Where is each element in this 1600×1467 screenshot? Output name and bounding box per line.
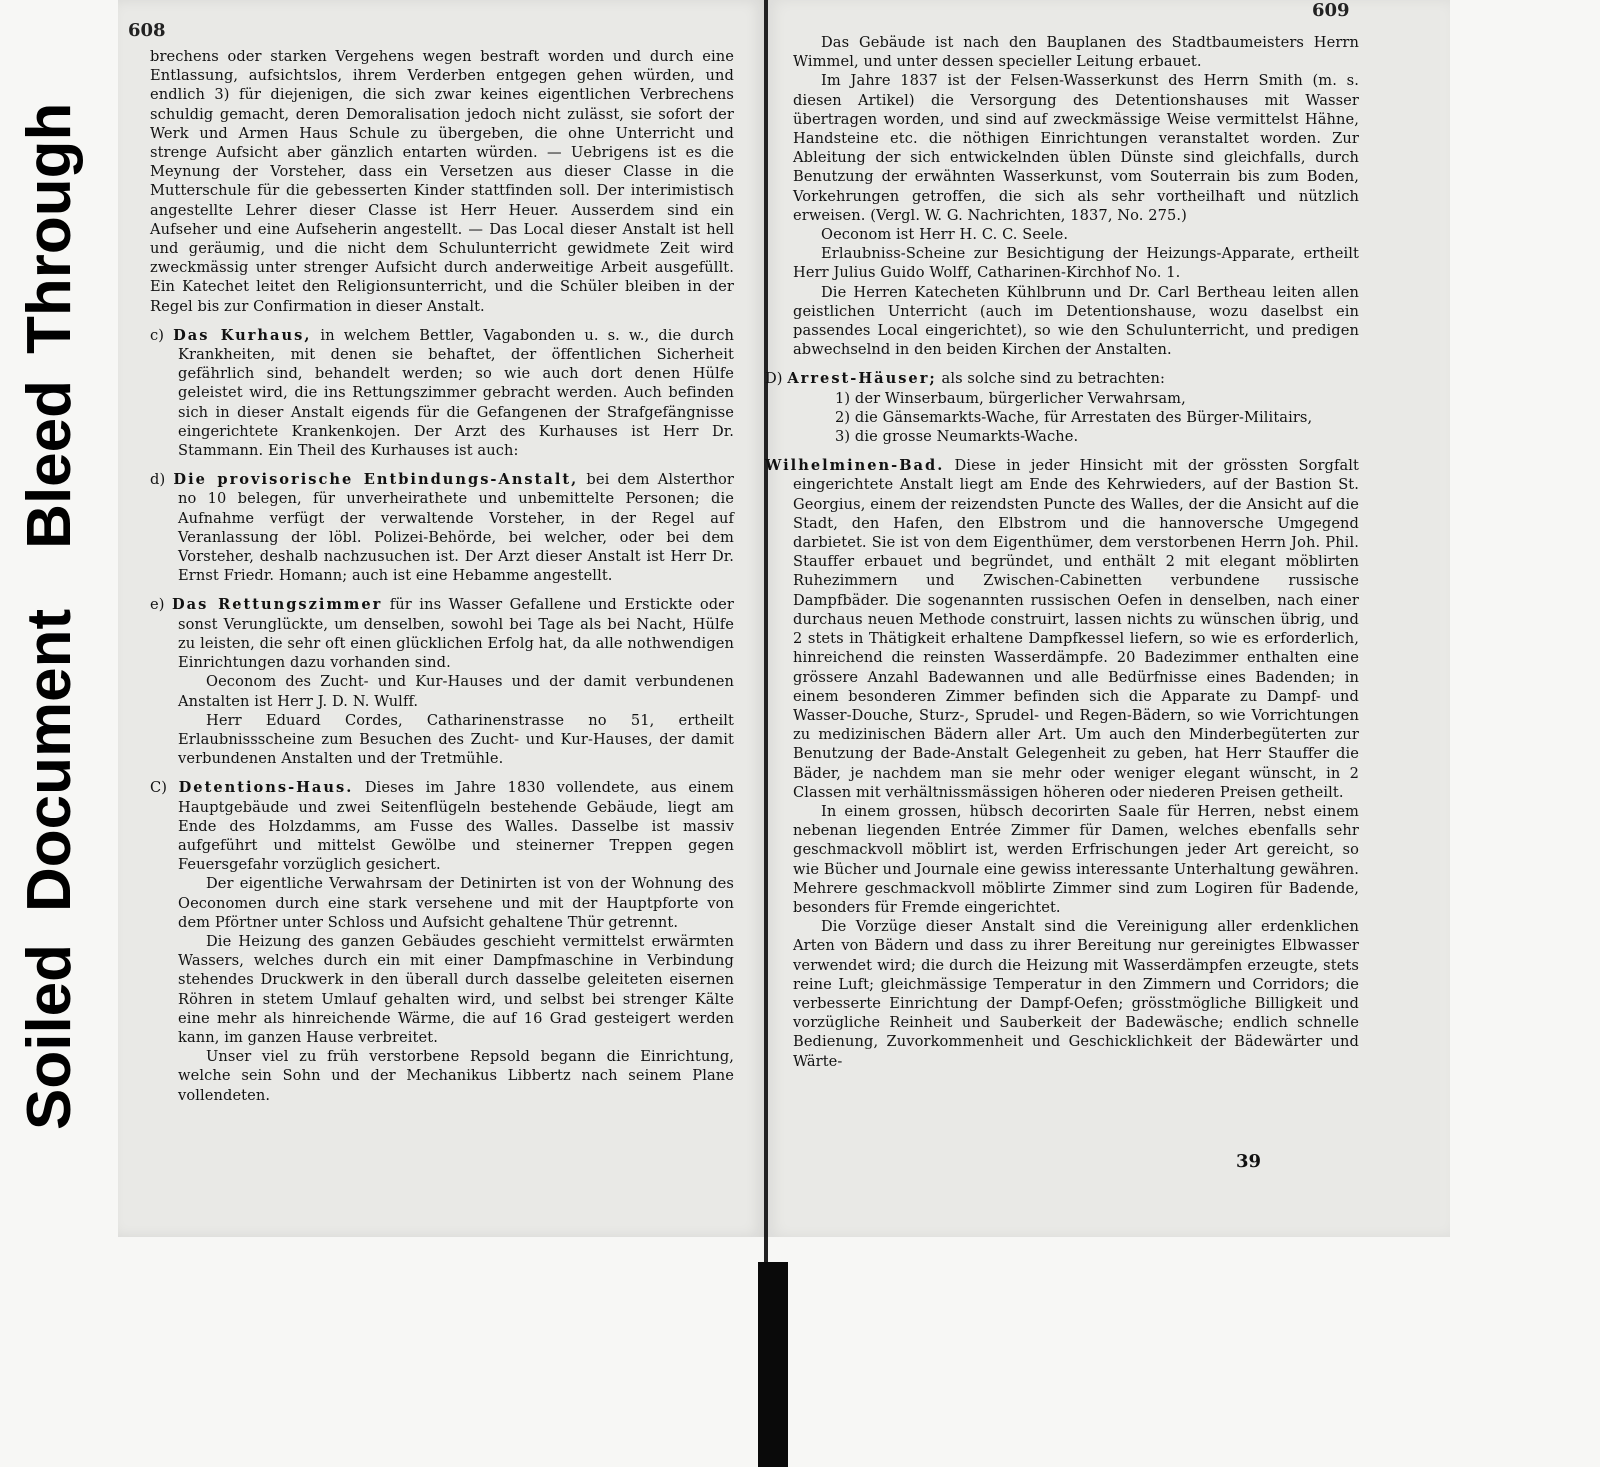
paragraph-felsen-wasserkunst: Im Jahre 1837 ist der Felsen-Wasserkunst des Herrn Smith (m. s. diesen Artikel) die Versorgung des Detentionshauses mit Wasser übertragen worden, und sind auf zweckmässige Weise vermittelst Hähne, Handsteine etc. die nöthigen Einrichtungen veranstaltet worden. Zur Ableitung der sich entwickelnden üblen Dünste sind gleichfalls, durch Benutzung der erwähnten Wasserkunst, vom Souterrain bis zum Boden, Vorkehrungen getroffen, die sich als sehr vortheilhaft und nützlich erweisen. (Vergl. W. G. Nachrichten, 1837, No. 275.): [793, 72, 1359, 224]
paragraph-oeconom-zuchthaus: Oeconom des Zucht- und Kur-Hauses und der damit verbundenen Anstalten ist Herr J. D. N. Wulff.: [178, 673, 734, 710]
entry-label: c): [150, 326, 165, 344]
paragraph-heizung: Die Heizung des ganzen Gebäudes geschieht vermittelst erwärmten Wassers, welches durch ein mit einer Dampfmaschine in Verbindung stehendes Druckwerk in den überall durch dasselbe geleiteten eisernen Röhren in stetem Umlauf gehalten wird, und selbst bei strenger Kälte eine mehr als hinreichende Wärme, die auf 16 Grad gesteigert werden kann, im ganzen Hause verbreitet.: [178, 932, 734, 1046]
stamp-word-3: Bleed: [15, 379, 84, 549]
gutter-shadow: [758, 1262, 788, 1467]
paragraph-vorzuege: Die Vorzüge dieser Anstalt sind die Vereinigung aller erdenklichen Arten von Bädern und dass zu ihrer Bereitung nur gereinigtes Elbwasser verwendet wird; die durch die Heizung mit Wasserdämpfen erzeugte, stets reine Luft; gleichmässige Temperatur in den Zimmern und Corridors; die verbesserte Einrichtung der Dampf-Oefen; grösstmögliche Billigkeit und vorzügliche Reinheit und Sauberkeit der Badewäsche; endlich schnelle Bedienung, Zuvorkommenheit und Geschicklichkeit der Bädewärter und Wärte-: [793, 918, 1359, 1070]
entry-label: d): [150, 471, 166, 489]
left-text-column: [150, 47, 734, 1105]
intro-paragraph: brechens oder starken Vergehens wegen bestraft worden und durch eine Entlassung, aufsichtslos, ihrem Verderben entgegen gehen würden, und endlich 3) für diejenigen, die sich zwar keines eigentlichen Verbrechens schuldig gemacht, deren Demoralisation jedoch nicht zulässt, sie sofort der Werk und Armen Haus Schule zu übergeben, die ohne Unterricht und strenge Aufsicht aber gänzlich entarten würden. — Uebrigens ist es die Meynung der Vorsteher, dass ein Versetzen aus dieser Classe in die Mutterschule für die gebesserten Kinder stattfinden soll. Der interimistisch angestellte Lehrer dieser Classe ist Herr Heuer. Ausserdem sind ein Aufseher und eine Aufseherin angestellt. — Das Local dieser Anstalt ist hell und geräumig, und die nicht dem Schulunterricht gewidmete Zeit wird zweckmässig unter strenger Aufsicht durch anderweitige Arbeit ausgefüllt. Ein Katechet leitet den Religionsunterricht, und die Schüler bleiben in der Regel bis zur Confirmation in dieser Anstalt.: [150, 48, 734, 315]
paragraph-verwahrsam: Der eigentliche Verwahrsam der Detinirten ist von der Wohnung des Oeconomen durch eine stark versehene und mit der Hauptpforte von dem Pförtner unter Schloss und Aufsicht gehaltene Thür getrennt.: [178, 875, 734, 931]
entry-title: Wilhelminen-Bad.: [765, 457, 945, 475]
entry-title: Arrest-Häuser;: [787, 370, 937, 388]
left-page-number: 608: [128, 20, 166, 41]
list-item: 2) die Gänsemarkts-Wache, für Arrestaten des Bürger-Militairs,: [835, 408, 1313, 426]
entry-text: als solche sind zu betrachten:: [936, 370, 1165, 388]
entry-d-entbindungs-anstalt: [150, 470, 734, 585]
list-item: 1) der Winserbaum, bürgerlicher Verwahrsam,: [835, 389, 1186, 407]
entry-title: Detentions-Haus.: [178, 779, 354, 797]
entry-text: bei dem Alsterthor no 10 belegen, für unverheirathete und unbemittelte Personen; die Aufnahme verfügt der verwaltende Vorsteher, in der Regel auf Veranlassung der löbl. Polizei-Behörde, bei welcher, oder bei dem Vorsteher, deshalb nachzusuchen ist. Der Arzt dieser Anstalt ist Herr Dr. Ernst Friedr. Homann; auch ist eine Hebamme angestellt.: [178, 471, 734, 585]
entry-label: D): [765, 370, 783, 388]
paragraph-katecheten: Die Herren Katecheten Kühlbrunn und Dr. Carl Bertheau leiten allen geistlichen Unterricht (auch im Detentionshause, wozu daselbst ein passendes Local eingerichtet), so wie den Schulunterricht, und predigen abwechselnd in den beiden Kirchen der Anstalten.: [793, 283, 1359, 359]
stamp-word-1: Soiled: [15, 943, 84, 1130]
entry-title: Die provisorische Entbindungs-Anstalt,: [173, 471, 579, 489]
soiled-document-bleed-through-stamp: [2, 10, 98, 1130]
entry-text: in welchem Bettler, Vagabonden u. s. w., die durch Krankheiten, mit denen sie behaftet, der öffentlichen Sicherheit gefährlich sind, behandelt werden; so wie auch dort denen Hülfe geleistet wird, die ins Rettungszimmer gebracht werden. Auch befinden sich in dieser Anstalt eigends für die Gefangenen der Strafgefängnisse eingerichtete Krankenkojen. Der Arzt des Kurhauses ist Herr Dr. Stammann. Ein Theil des Kurhauses ist auch:: [178, 326, 735, 460]
entry-wilhelminen-bad: [765, 456, 1359, 802]
right-page-number: 609: [1312, 0, 1350, 21]
list-item: 3) die grosse Neumarkts-Wache.: [835, 428, 1079, 446]
paragraph-saale: In einem grossen, hübsch decorirten Saale für Herren, nebst einem nebenan liegenden Entrée Zimmer für Damen, welches ebenfalls sehr geschmackvoll möblirt ist, werden Erfrischungen jeder Art gereicht, so wie Bücher und Journale eine gewiss interessante Unterhaltung gewähren. Mehrere geschmackvoll möblirte Zimmer sind zum Logiren für Badende, besonders für Fremde eingerichtet.: [793, 802, 1359, 916]
entry-title: Das Kurhaus,: [173, 326, 312, 344]
entry-D-arrest-haeuser: [765, 369, 1359, 388]
signature-mark: 39: [1236, 1151, 1262, 1172]
entry-c-kurhaus: [150, 326, 734, 460]
entry-text: Dieses im Jahre 1830 vollendete, aus einem Hauptgebäude und zwei Seitenflügeln bestehende Gebäude, liegt am Ende des Holzdamms, am Fusse des Walles. Dasselbe ist massiv aufgeführt und mittelst Gewölbe und steinerner Treppen gegen Feuersgefahr vorzüglich gesichert.: [178, 779, 734, 874]
entry-C-detentions-haus: [150, 778, 734, 874]
stamp-word-2: Document: [15, 608, 84, 912]
paragraph-erlaubnissscheine: Herr Eduard Cordes, Catharinenstrasse no 51, ertheilt Erlaubnissscheine zum Besuchen des Zucht- und Kur-Hauses, der damit verbundenen Anstalten und der Tretmühle.: [178, 711, 734, 768]
entry-e-rettungszimmer: [150, 595, 734, 672]
right-text-column: [765, 33, 1359, 1071]
paragraph-oeconom-seele: Oeconom ist Herr H. C. C. Seele.: [821, 226, 1069, 244]
paragraph-heizungs-apparate: Erlaubniss-Scheine zur Besichtigung der Heizungs-Apparate, ertheilt Herr Julius Guido Wolff, Catharinen-Kirchhof No. 1.: [793, 245, 1359, 282]
paragraph-bauplanen: Das Gebäude ist nach den Bauplanen des Stadtbaumeisters Herrn Wimmel, und unter dessen specieller Leitung erbauet.: [793, 34, 1359, 71]
entry-text: Diese in jeder Hinsicht mit der grössten Sorgfalt eingerichtete Anstalt liegt am Ende des Kehrwieders, auf der Bastion St. Georgius, einem der reizendsten Puncte des Walles, der die Ansicht auf die Stadt, den Hafen, den Elbstrom und die hannoversche Umgegend darbietet. Sie ist von dem Eigenthümer, dem verstorbenen Herrn Joh. Phil. Stauffer erbauet und begründet, und enthält 2 mit elegant möblirten Ruhezimmern und Zwischen-Cabinetten verbundene russische Dampfbäder. Die sogenannten russischen Oefen in denselben, nach einer durchaus neuen Methode construirt, lassen nichts zu wünschen übrig, und 2 stets in Thätigkeit erhaltene Dampfkessel liefern, so wie es erforderlich, hinreichend die reinsten Wasserdämpfe. 20 Badezimmer enthalten eine grössere Anzahl Badewannen und alle Bedürfnisse eines Badenden; in einem besonderen Zimmer befinden sich die Apparate zu Dampf- und Wasser-Douche, Sturz-, Sprudel- und Regen-Bädern, so wie Vorrichtungen zu medizinischen Bädern aller Art. Um auch den Minderbegüterten zur Benutzung der Bade-Anstalt Gelegenheit zu geben, hat Herr Stauffer die Bäder, je nachdem man sie mehr oder weniger elegant wünscht, in 2 Classen mit verhältnissmässigen höheren oder niederen Preisen getheilt.: [793, 457, 1359, 801]
entry-label: e): [150, 596, 165, 614]
entry-title: Das Rettungszimmer: [171, 596, 383, 614]
stamp-word-4: Through: [15, 102, 84, 354]
entry-label: C): [150, 779, 168, 797]
entry-text: für ins Wasser Gefallene und Erstickte oder sonst Verunglückte, um denselben, sowohl bei Tage als bei Nacht, Hülfe zu leisten, die sehr oft einen glücklichen Erfolg hat, da alle nothwendigen Einrichtungen dazu vorhanden sind.: [178, 596, 734, 672]
paragraph-repsold: Unser viel zu früh verstorbene Repsold begann die Einrichtung, welche sein Sohn und der Mechanikus Libbertz nach seinem Plane vollendeten.: [178, 1048, 734, 1104]
